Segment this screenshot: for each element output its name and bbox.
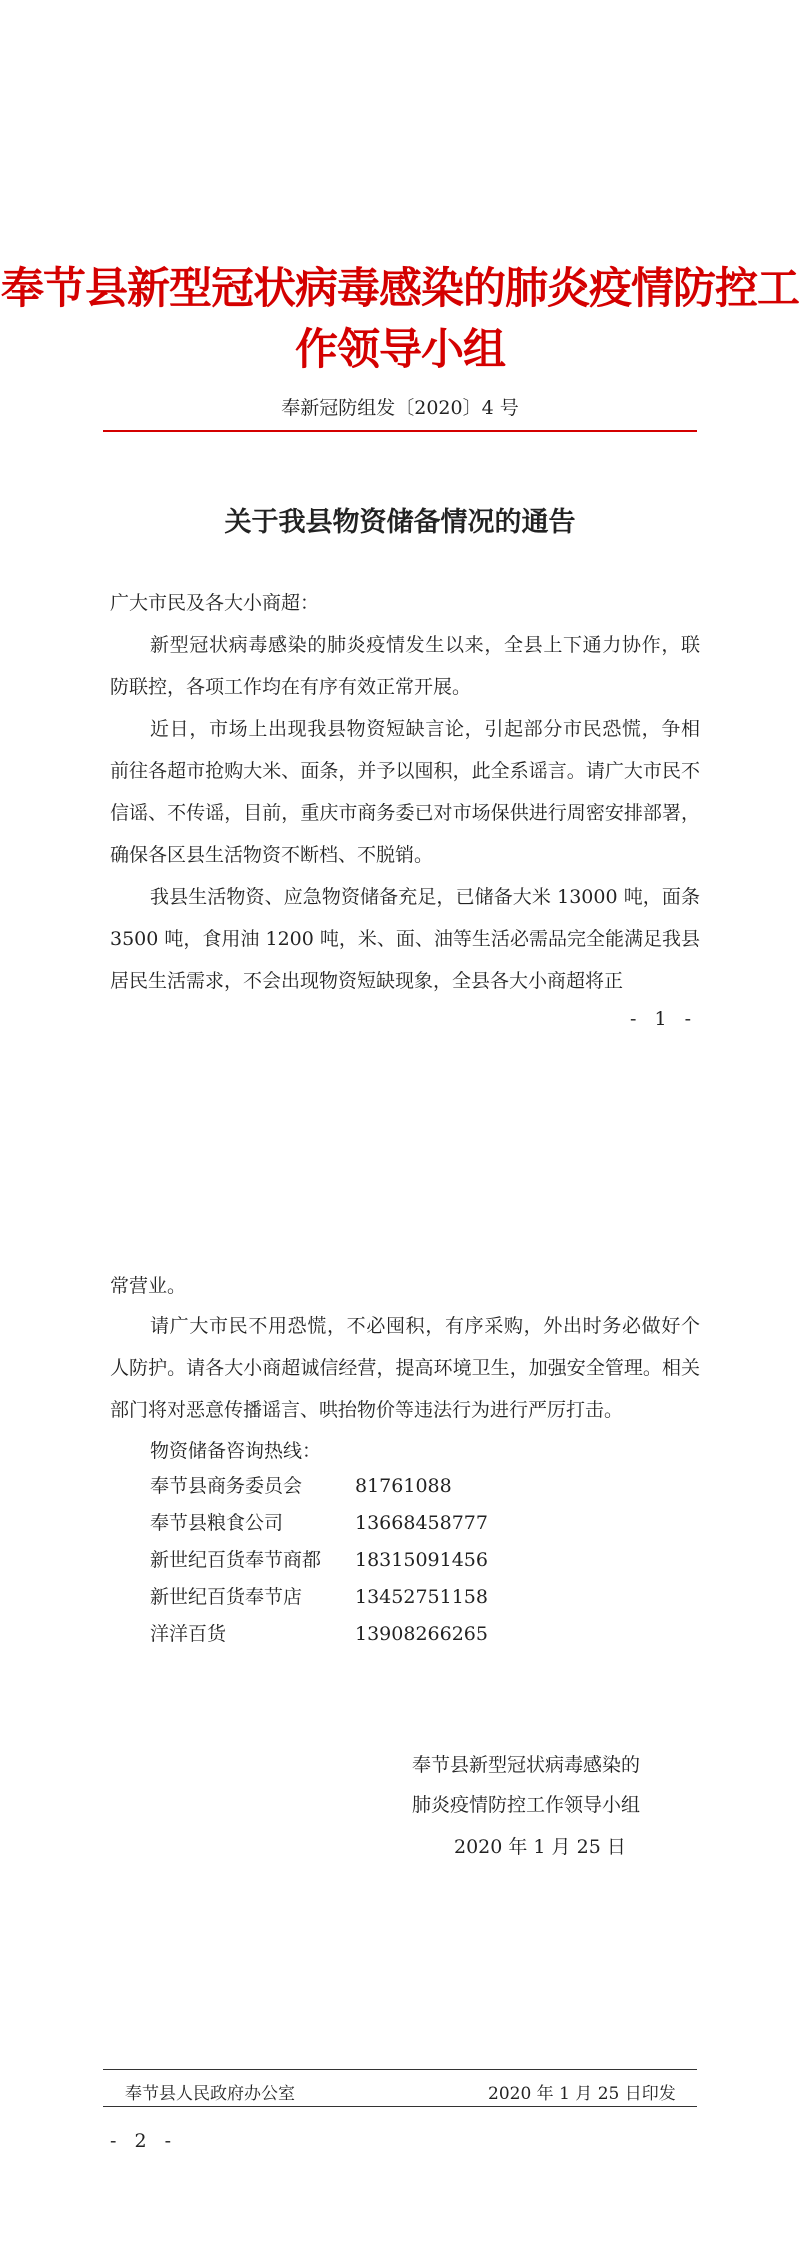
hotline-org: 新世纪百货奉节店 xyxy=(150,1586,303,1608)
hotline-tel: 13452751158 xyxy=(355,1586,488,1608)
salutation: 广大市民及各大小商超： xyxy=(110,592,320,614)
signature-line-1: 奉节县新型冠状病毒感染的 xyxy=(412,1754,641,1776)
footer-office: 奉节县人民政府办公室 xyxy=(125,2084,295,2104)
hotline-tel: 13668458777 xyxy=(355,1512,488,1534)
hotline-org: 奉节县粮食公司 xyxy=(150,1512,284,1534)
hotline-org: 新世纪百货奉节商都 xyxy=(150,1549,322,1571)
signature-line-2: 肺炎疫情防控工作领导小组 xyxy=(412,1794,641,1816)
continuation-text: 常营业。 xyxy=(110,1275,187,1297)
paragraph-4: 请广大市民不用恐慌，不必囤积，有序采购，外出时务必做好个人防护。请各大小商超诚信经营，提高环境卫生，加强安全管理。相关部门将对恶意传播谣言、哄抬物价等违法行为进行严厉打击。 xyxy=(110,1315,700,1421)
footer-bottom-rule xyxy=(103,2106,697,2107)
hotline-row xyxy=(150,1468,452,1505)
red-divider xyxy=(103,430,697,432)
hotline-tel: 18315091456 xyxy=(355,1549,488,1571)
hotline-title: 物资储备咨询热线： xyxy=(150,1440,322,1462)
hotline-row xyxy=(150,1542,488,1579)
document-header-title: 奉节县新型冠状病毒感染的肺炎疫情防控工作领导小组 xyxy=(1,264,799,375)
hotline-row xyxy=(150,1579,488,1616)
footer-top-rule xyxy=(103,2069,697,2070)
document-number: 奉新冠防组发〔2020〕4 号 xyxy=(281,397,519,419)
paragraph-3: 我县生活物资、应急物资储备充足，已储备大米 13000 吨，面条 3500 吨，食用油 1200 吨，米、面、油等生活必需品完全能满足我县居民生活需求，不会出现物资短缺现象，全县各大小商超将正 xyxy=(110,886,700,992)
hotline-tel: 81761088 xyxy=(355,1475,452,1497)
page-number-1: - 1 - xyxy=(630,1008,698,1030)
paragraph-2: 近日，市场上出现我县物资短缺言论，引起部分市民恐慌，争相前往各超市抢购大米、面条，并予以囤积，此全系谣言。请广大市民不信谣、不传谣，目前，重庆市商务委已对市场保供进行周密安排部署，确保各区县生活物资不断档、不脱销。 xyxy=(110,718,700,866)
notice-title: 关于我县物资储备情况的通告 xyxy=(224,507,576,538)
hotline-row xyxy=(150,1505,488,1542)
page-number-2: - 2 - xyxy=(110,2130,178,2152)
footer-print-date: 2020 年 1 月 25 日印发 xyxy=(488,2084,676,2104)
hotline-tel: 13908266265 xyxy=(355,1623,488,1645)
hotline-org: 洋洋百货 xyxy=(150,1623,227,1645)
hotline-org: 奉节县商务委员会 xyxy=(150,1475,303,1497)
paragraph-1: 新型冠状病毒感染的肺炎疫情发生以来，全县上下通力协作，联防联控，各项工作均在有序有效正常开展。 xyxy=(110,634,700,698)
hotline-row xyxy=(150,1616,488,1653)
signature-date: 2020 年 1 月 25 日 xyxy=(454,1836,626,1858)
